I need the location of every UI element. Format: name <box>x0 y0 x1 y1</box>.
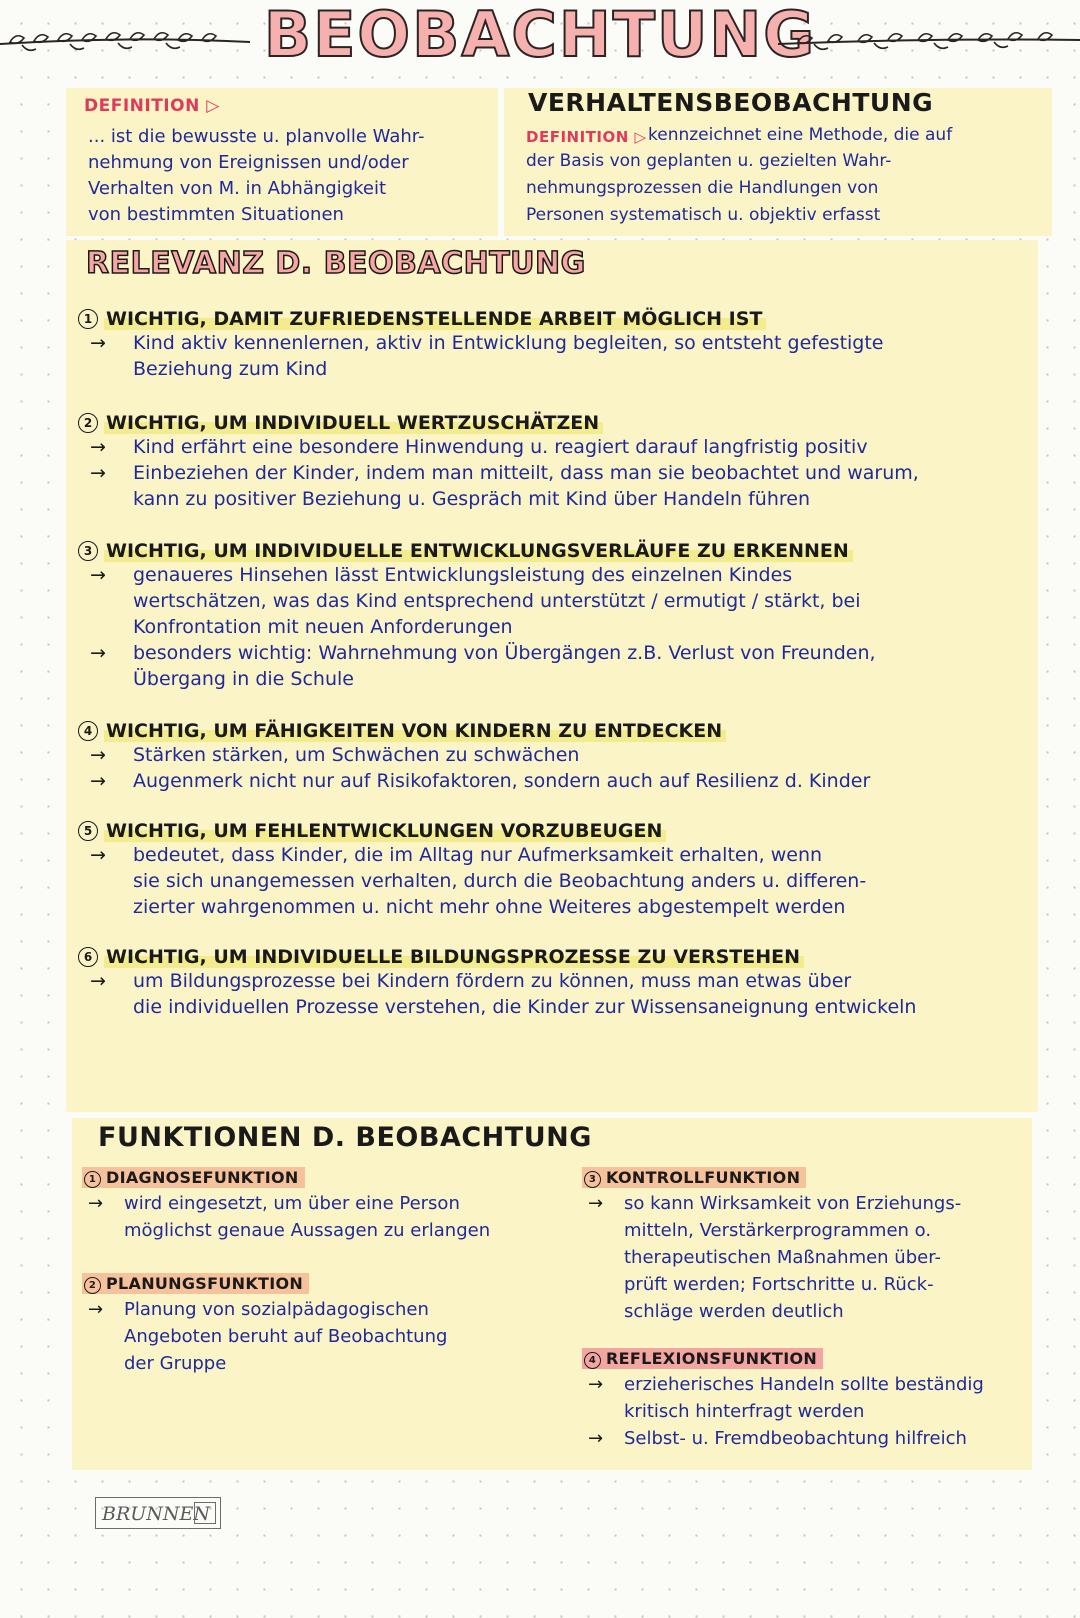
relevanz-item <box>78 946 1028 1020</box>
verhaltensbeobachtung-line: nehmungsprozessen die Handlungen von <box>526 178 879 198</box>
funktionen-right-column <box>582 1168 1022 1452</box>
function-text <box>82 1296 562 1377</box>
relevanz-title: RELEVANZ D. BEOBACHTUNG <box>86 246 586 281</box>
relevanz-item <box>78 540 1028 692</box>
item-heading-text: WICHTIG, UM INDIVIDUELL WERTZUSCHÄTZEN <box>104 412 603 434</box>
verhaltensbeobachtung-line: Personen systematisch u. objektiv erfasst <box>526 205 881 225</box>
verhaltensbeobachtung-definition-label: DEFINITION ▷ <box>526 128 647 146</box>
function-line: kritisch hinterfragt werden <box>624 1401 865 1422</box>
point-line: bedeutet, dass Kinder, die im Alltag nur Aufmerksamkeit erhalten, wenn <box>133 844 823 866</box>
relevanz-item <box>78 820 1028 920</box>
function-line: Angeboten beruht auf Beobachtung <box>124 1326 448 1347</box>
relevanz-point <box>78 742 1028 768</box>
point-line: Übergang in die Schule <box>133 668 354 690</box>
point-line: Augenmerk nicht nur auf Risikofaktoren, sondern auch auf Resilienz d. Kinder <box>133 770 871 792</box>
arrow-icon: → <box>90 332 106 354</box>
point-line: genaueres Hinsehen lässt Entwicklungsleistung des einzelnen Kindes <box>133 564 793 586</box>
brand-mark-icon <box>194 1502 216 1524</box>
relevanz-point <box>78 968 1028 1020</box>
item-heading-text: WICHTIG, UM FÄHIGKEITEN VON KINDERN ZU ENTDECKEN <box>104 720 726 742</box>
function-number: 3 <box>584 1171 601 1188</box>
definition-box <box>66 88 498 236</box>
item-heading-text: WICHTIG, DAMIT ZUFRIEDENSTELLENDE ARBEIT MÖGLICH IST <box>104 308 766 330</box>
item-number: 5 <box>78 821 98 841</box>
relevanz-point <box>78 640 1028 692</box>
function-line: prüft werden; Fortschritte u. Rück- <box>624 1274 934 1295</box>
definition-line: Verhalten von M. in Abhängigkeit <box>88 178 387 199</box>
vine-left-decoration <box>0 26 250 56</box>
point-line: Konfrontation mit neuen Anforderungen <box>133 616 513 638</box>
relevanz-point <box>78 434 1028 460</box>
function-number: 1 <box>84 1171 101 1188</box>
arrow-icon: → <box>588 1374 604 1395</box>
point-line: Kind aktiv kennenlernen, aktiv in Entwicklung begleiten, so entsteht gefestigte <box>133 332 884 354</box>
relevanz-item-head <box>78 946 1028 968</box>
verhaltensbeobachtung-title: VERHALTENSBEOBACHTUNG <box>528 88 934 117</box>
relevanz-item <box>78 308 1028 382</box>
relevanz-point <box>78 460 1028 512</box>
function-line: erzieherisches Handeln sollte beständig <box>624 1374 984 1395</box>
relevanz-item-head <box>78 308 1028 330</box>
function-text <box>82 1190 562 1244</box>
arrow-icon: → <box>90 642 106 664</box>
point-line: Beziehung zum Kind <box>133 358 328 380</box>
verhaltensbeobachtung-line: der Basis von geplanten u. gezielten Wahr- <box>526 151 892 171</box>
function-text <box>582 1371 1022 1425</box>
function-line: so kann Wirksamkeit von Erziehungs- <box>624 1193 962 1214</box>
relevanz-point <box>78 842 1028 920</box>
function-line: Selbst- u. Fremdbeobachtung hilfreich <box>624 1428 967 1449</box>
function-head <box>82 1168 562 1188</box>
brand-logo <box>95 1497 221 1529</box>
function-heading-text: REFLEXIONSFUNKTION <box>606 1349 818 1368</box>
definition-line: von bestimmten Situationen <box>88 204 344 225</box>
function-line: wird eingesetzt, um über eine Person <box>124 1193 460 1214</box>
brand-name: BRUNNEN <box>102 1503 211 1525</box>
relevanz-item-head <box>78 820 1028 842</box>
point-line: die individuellen Prozesse verstehen, die Kinder zur Wissensaneignung entwickeln <box>133 996 917 1018</box>
function-head <box>582 1349 1022 1369</box>
function-line: schläge werden deutlich <box>624 1301 844 1322</box>
item-number: 2 <box>78 413 98 433</box>
point-line: Einbeziehen der Kinder, indem man mitteilt, dass man sie beobachtet und warum, <box>133 462 919 484</box>
point-line: um Bildungsprozesse bei Kindern fördern zu können, muss man etwas über <box>133 970 852 992</box>
point-line: zierter wahrgenommen u. nicht mehr ohne Weiteres abgestempelt werden <box>133 896 846 918</box>
function-line: Planung von sozialpädagogischen <box>124 1299 429 1320</box>
arrow-icon: → <box>588 1428 604 1449</box>
definition-label: DEFINITION ▷ <box>84 96 220 116</box>
arrow-icon: → <box>88 1193 104 1214</box>
verhaltensbeobachtung-line: kennzeichnet eine Methode, die auf <box>648 125 953 145</box>
point-line: kann zu positiver Beziehung u. Gespräch mit Kind über Handeln führen <box>133 488 811 510</box>
function-text <box>582 1190 1022 1325</box>
vine-right-decoration <box>778 26 1080 56</box>
verhaltensbeobachtung-box <box>504 88 1052 236</box>
relevanz-item <box>78 412 1028 512</box>
relevanz-item-head <box>78 720 1028 742</box>
arrow-icon: → <box>90 564 106 586</box>
arrow-icon: → <box>90 970 106 992</box>
relevanz-point <box>78 768 1028 794</box>
function-number: 4 <box>584 1352 601 1369</box>
function-text <box>582 1425 1022 1452</box>
item-heading-text: WICHTIG, UM FEHLENTWICKLUNGEN VORZUBEUGEN <box>104 820 666 842</box>
item-number: 1 <box>78 309 98 329</box>
item-number: 6 <box>78 947 98 967</box>
function-number: 2 <box>84 1277 101 1294</box>
page-title: BEOBACHTUNG <box>263 0 817 71</box>
relevanz-box <box>66 240 1038 1112</box>
arrow-icon: → <box>588 1193 604 1214</box>
function-line: therapeutischen Maßnahmen über- <box>624 1247 941 1268</box>
arrow-icon: → <box>90 462 106 484</box>
funktionen-title: FUNKTIONEN D. BEOBACHTUNG <box>98 1122 592 1153</box>
function-heading-text: DIAGNOSEFUNKTION <box>106 1168 299 1187</box>
relevanz-point <box>78 562 1028 640</box>
item-heading-text: WICHTIG, UM INDIVIDUELLE BILDUNGSPROZESSE ZU VERSTEHEN <box>104 946 804 968</box>
arrow-icon: → <box>88 1299 104 1320</box>
point-line: besonders wichtig: Wahrnehmung von Übergängen z.B. Verlust von Freunden, <box>133 642 876 664</box>
definition-text <box>88 124 425 228</box>
definition-line: nehmung von Ereignissen und/oder <box>88 152 409 173</box>
definition-line: ... ist die bewusste u. planvolle Wahr- <box>88 126 425 147</box>
funktionen-box <box>72 1118 1032 1470</box>
arrow-icon: → <box>90 770 106 792</box>
relevanz-item <box>78 720 1028 794</box>
verhaltensbeobachtung-text <box>526 148 891 229</box>
arrow-icon: → <box>90 844 106 866</box>
relevanz-item-head <box>78 412 1028 434</box>
item-number: 4 <box>78 721 98 741</box>
function-heading-text: KONTROLLFUNKTION <box>606 1168 801 1187</box>
function-heading-text: PLANUNGSFUNKTION <box>106 1274 304 1293</box>
arrow-icon: → <box>90 744 106 766</box>
relevanz-item-head <box>78 540 1028 562</box>
function-line: mitteln, Verstärkerprogrammen o. <box>624 1220 932 1241</box>
item-number: 3 <box>78 541 98 561</box>
function-head <box>82 1274 562 1294</box>
function-line: der Gruppe <box>124 1353 227 1374</box>
point-line: sie sich unangemessen verhalten, durch die Beobachtung anders u. differen- <box>133 870 867 892</box>
arrow-icon: → <box>90 436 106 458</box>
function-line: möglichst genaue Aussagen zu erlangen <box>124 1220 491 1241</box>
relevanz-list <box>78 308 1028 1020</box>
item-heading-text: WICHTIG, UM INDIVIDUELLE ENTWICKLUNGSVERLÄUFE ZU ERKENNEN <box>104 540 853 562</box>
point-line: Kind erfährt eine besondere Hinwendung u. reagiert darauf langfristig positiv <box>133 436 868 458</box>
function-head <box>582 1168 1022 1188</box>
funktionen-left-column <box>82 1168 562 1377</box>
point-line: Stärken stärken, um Schwächen zu schwächen <box>133 744 580 766</box>
point-line: wertschätzen, was das Kind entsprechend unterstützt / ermutigt / stärkt, bei <box>133 590 861 612</box>
relevanz-point <box>78 330 1028 382</box>
